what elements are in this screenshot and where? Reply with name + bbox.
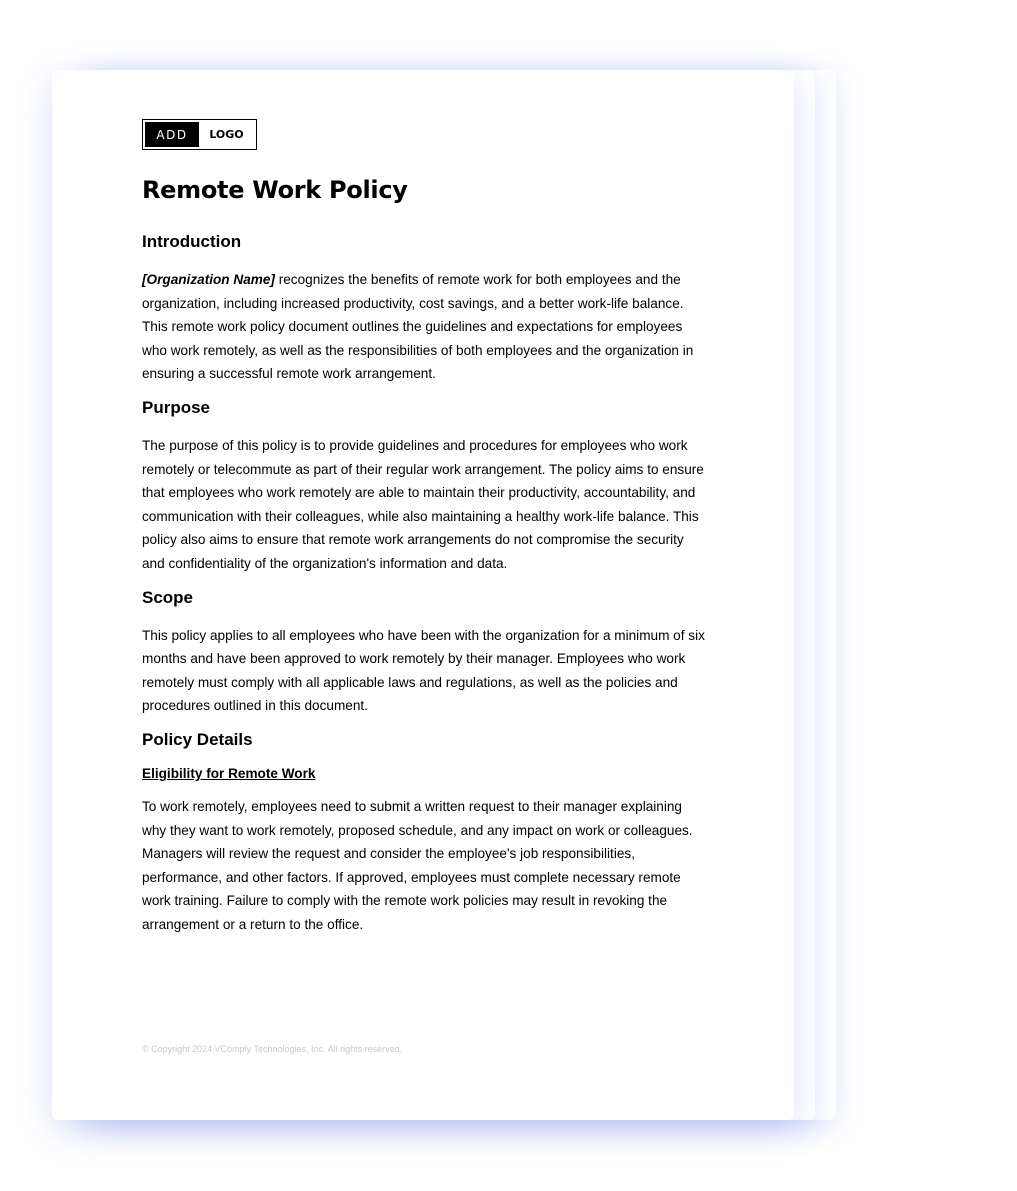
document-title: Remote Work Policy: [142, 176, 408, 204]
scope-heading: Scope: [142, 587, 194, 607]
scope-paragraph: This policy applies to all employees who have been with the organization for a minimum of six months and have been approved to work remotely by their manager. Employees who work remotely must comply with all applicable laws and regulations, as well as the policies and procedures outlined in this document.: [142, 627, 705, 714]
purpose-heading: Purpose: [142, 397, 211, 417]
logo-logo-label: LOGO: [209, 128, 244, 141]
logo-add-label: ADD: [145, 122, 199, 147]
introduction-text: recognizes the benefits of remote work for both employees and the organization, including increased productivity, cost savings, and a better work-life balance. This remote work policy document outlines the guidelines and expectations for employees who work remotely, as well as the responsibilities of both employees and the organization in ensuring a successful remote work arrangement.: [142, 272, 694, 382]
document-body: [142, 170, 707, 948]
purpose-paragraph: The purpose of this policy is to provide guidelines and procedures for employees who work remotely or telecommute as part of their regular work arrangement. The policy aims to ensure that employees who work remotely are able to maintain their productivity, accountability, and communication with their colleagues, while also maintaining a healthy work-life balance. This policy also aims to ensure that remote work arrangements do not compromise the security and confidentiality of the organization's information and data.: [142, 437, 704, 571]
copyright-footer: © Copyright 2024 VComply Technologies, Inc. All rights reserved.: [142, 1044, 403, 1054]
eligibility-subheading: Eligibility for Remote Work: [142, 765, 316, 781]
eligibility-paragraph: To work remotely, employees need to submit a written request to their manager explaining why they want to work remotely, proposed schedule, and any impact on work or colleagues. Managers will review the request and consider the employee's job responsibilities, performance, and other factors. If approved, employees must complete necessary remote work training. Failure to comply with the remote work policies may result in revoking the arrangement or a return to the office.: [142, 798, 693, 932]
introduction-heading: Introduction: [142, 232, 242, 251]
introduction-paragraph: [142, 268, 707, 386]
add-logo-placeholder[interactable]: [142, 119, 257, 150]
organization-name-placeholder: [Organization Name]: [142, 272, 275, 287]
policy-details-heading: Policy Details: [142, 729, 253, 749]
